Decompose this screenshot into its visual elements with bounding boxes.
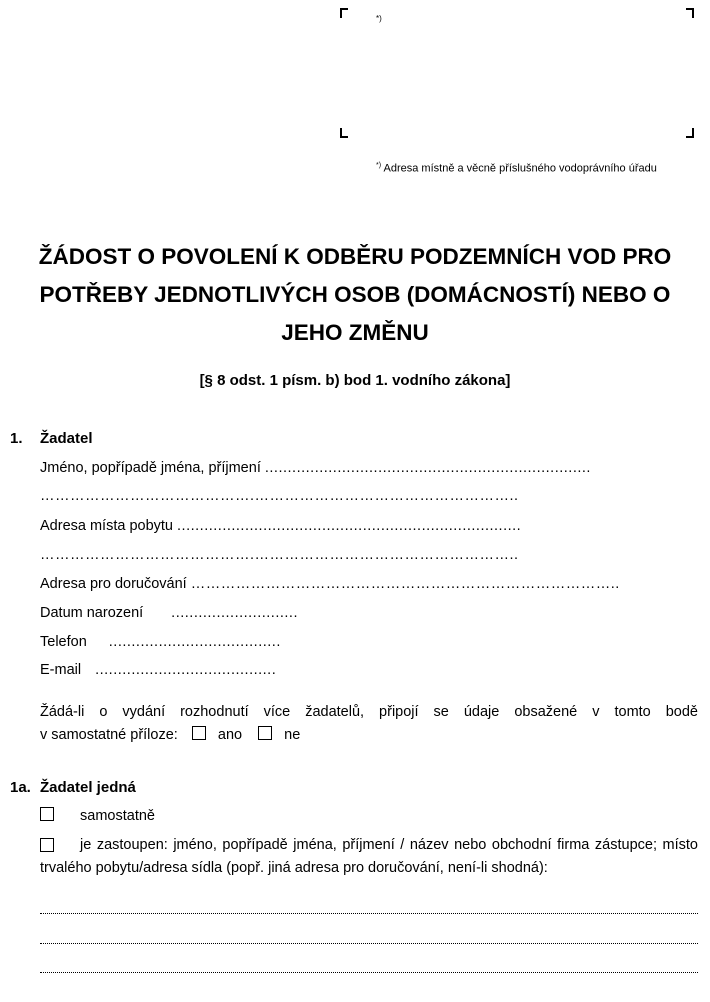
delivery-address-field[interactable] bbox=[40, 576, 620, 592]
address-box-corner bbox=[340, 8, 348, 18]
field-label: Adresa místa pobytu bbox=[40, 518, 173, 534]
phone-field[interactable] bbox=[40, 634, 281, 650]
field-label: Telefon bbox=[40, 634, 87, 650]
question-text: v samostatné příloze: bbox=[40, 727, 178, 743]
option-alone-label: samostatně bbox=[80, 808, 155, 824]
residence-address-field[interactable] bbox=[40, 518, 521, 534]
address-box-corner bbox=[686, 8, 694, 18]
field-dots: …………………………………….…………………………………………….. bbox=[40, 488, 519, 504]
address-box-marker: *) bbox=[376, 14, 382, 23]
section-number: 1. bbox=[10, 430, 23, 447]
address-footnote bbox=[376, 162, 657, 175]
footnote-marker: *) bbox=[376, 162, 382, 169]
field-dots: ...................................... bbox=[108, 634, 281, 650]
section-number: 1a. bbox=[10, 779, 31, 796]
option-represented-label: je zastoupen: jméno, popřípadě jména, příjmení / název nebo obchodní firma zástupce; místo trvalého pobytu/adresa sídla (popř. jiná adresa pro doručování, není-li shodná): bbox=[40, 837, 698, 876]
field-dots: …………………………………….…………………………………………….. bbox=[40, 547, 519, 563]
field-label: E-mail bbox=[40, 662, 82, 678]
option-yes-label: ano bbox=[217, 727, 243, 743]
address-box-corner bbox=[340, 128, 348, 138]
fill-line[interactable] bbox=[40, 972, 698, 973]
birth-date-field[interactable] bbox=[40, 605, 298, 621]
field-dots: ............................................................................ bbox=[177, 518, 522, 534]
field-label: Jméno, popřípadě jména, příjmení bbox=[40, 460, 261, 476]
option-alone-row bbox=[40, 807, 155, 824]
address-box-corner bbox=[686, 128, 694, 138]
field-dots: ………………………………………………………………………….. bbox=[190, 576, 620, 592]
residence-address-continuation[interactable] bbox=[40, 547, 519, 563]
question-answer-row bbox=[40, 724, 698, 747]
question-text: Žádá-li o vydání rozhodnutí více žadatelů, připojí se údaje obsažené v tomto bodě bbox=[40, 704, 698, 720]
checkbox-no[interactable] bbox=[258, 726, 272, 740]
field-label: Adresa pro doručování bbox=[40, 576, 187, 592]
document-subtitle: [§ 8 odst. 1 písm. b) bod 1. vodního zákona] bbox=[199, 372, 511, 389]
field-label: Datum narození bbox=[40, 605, 144, 621]
checkbox-yes[interactable] bbox=[192, 726, 206, 740]
fill-line[interactable] bbox=[40, 943, 698, 944]
field-dots: ........................................ bbox=[95, 662, 277, 678]
option-no-label: ne bbox=[284, 727, 301, 743]
field-dots: ........................................................................ bbox=[264, 460, 591, 476]
footnote-text: Adresa místně a věcně příslušného vodoprávního úřadu bbox=[383, 162, 657, 175]
title-line: ŽÁDOST O POVOLENÍ K ODBĚRU PODZEMNÍCH VOD PRO bbox=[38, 244, 672, 269]
option-represented-row bbox=[40, 834, 698, 880]
name-field[interactable] bbox=[40, 460, 591, 476]
document-title bbox=[0, 238, 710, 352]
multiple-applicants-question bbox=[40, 701, 698, 747]
title-line: POTŘEBY JEDNOTLIVÝCH OSOB (DOMÁCNOSTÍ) NEBO O bbox=[39, 282, 671, 307]
checkbox-represented[interactable] bbox=[40, 838, 54, 852]
checkbox-alone[interactable] bbox=[40, 807, 54, 821]
section-heading: Žadatel bbox=[40, 430, 93, 447]
fill-line[interactable] bbox=[40, 913, 698, 914]
name-field-continuation[interactable] bbox=[40, 488, 519, 504]
title-line: JEHO ZMĚNU bbox=[281, 320, 429, 345]
field-dots: ............................ bbox=[171, 605, 298, 621]
section-heading: Žadatel jedná bbox=[40, 779, 136, 796]
email-field[interactable] bbox=[40, 662, 276, 678]
